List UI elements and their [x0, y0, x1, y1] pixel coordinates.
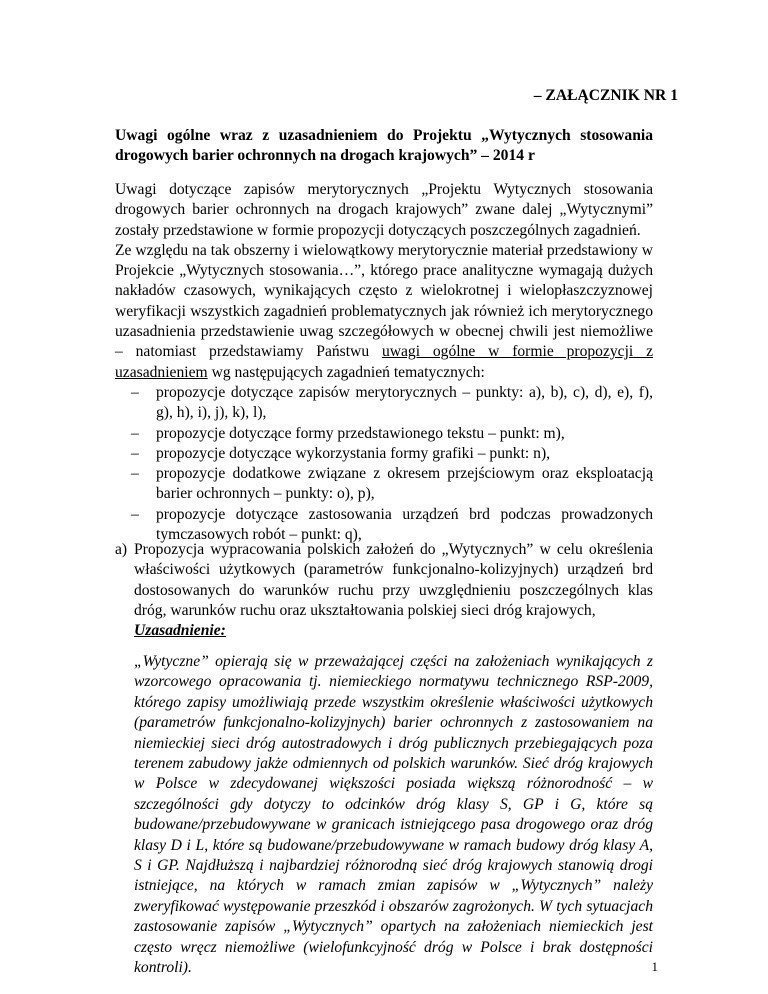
intro-paragraph-1: Uwagi dotyczące zapisów merytorycznych „Projektu Wytycznych stosowania drogowych barier ochronnych na drogach krajowych” zwane dalej „Wytycznymi” zostały przedstawione w formie propozycji dotyczących poszczególnych zagadnień.: [115, 181, 653, 239]
point-a-marker: a): [115, 541, 128, 558]
intro-paragraph-2-text: Ze względu na tak obszerny i wielowątkowy merytorycznie materiał przedstawiony w Projekcie „Wytycznych stosowania…”, którego prace analityczne wymagają dużych nakładów czasowych, wynikających często z wielokrotnej i wielopłaszczyznowej weryfikacji wszystkich zagadnień problematycznych jak również ich merytorycznego uzasadnienia przedstawienie uwag szczegółowych w obecnej chwili jest niemożliwe – natomiast przedstawiamy Państwu: [115, 241, 653, 361]
list-item: – propozycje dotyczące zapisów merytorycznych – punkty: a), b), c), d), e), f), g), h), i), j), k), l),: [131, 383, 653, 424]
justification-text: „Wytyczne” opierają się w przeważającej części na założeniach wynikających z wzorcowego opracowania tj. niemieckiego normatywu technicznego RSP-2009, którego zapisy umożliwiają przede wszystkim określenie właściwości użytkowych (parametrów funkcjonalno-kolizyjnych) barier ochronnych z zastosowaniem na niemieckiej sieci dróg autostradowych i dróg publicznych przebiegających poza terenem zabudowy jakże odmiennych od polskich warunków. Sieć dróg krajowych w Polsce w zdecydowanej większości posiada większą różnorodność – w szczególności gdy dotyczy to odcinków dróg klasy S, GP i G, które są budowane/przebudowywane w granicach istniejącego pasa drogowego oraz dróg klasy D i L, które są budowane/przebudowywane w ramach budowy dróg klasy A, S i GP. Najdłuższą i najbardziej różnorodną sieć dróg krajowych stanowią drogi istniejące, na których w ramach zmian zapisów w „Wytycznych” należy zweryfikować występowanie przeszkód i obszarów zagrożonych. W tych sytuacjach zastosowanie zapisów „Wytycznych” opartych na założeniach niemieckich jest często wręcz niemożliwe (wielofunkcyjność dróg w Polsce i brak dostępności kontroli).: [134, 653, 653, 977]
point-a: [115, 540, 653, 621]
topics-list: [115, 383, 653, 545]
list-item: – propozycje dotyczące wykorzystania formy grafiki – punkt: n),: [131, 444, 653, 464]
list-item: – propozycje dodatkowe związane z okresem przejściowym oraz eksploatacją barier ochronnych – punkty: o), p),: [131, 464, 653, 505]
document-title: Uwagi ogólne wraz z uzasadnieniem do Projektu „Wytycznych stosowania drogowych barier ochronnych na drogach krajowych” – 2014 r: [115, 127, 653, 165]
point-a-text: Propozycja wypracowania polskich założeń do „Wytycznych” w celu określenia właściwości użytkowych (parametrów funkcjonalno-kolizyjnych) urządzeń brd dostosowanych do warunków ruchu przy uwzględnieniu poszczególnych klas dróg, warunków ruchu oraz ukształtowania polskiej sieci dróg krajowych,: [134, 541, 653, 619]
intro-paragraph-2-underlined: uwagi ogólne w formie propozycji z uzasadnieniem: [115, 343, 653, 381]
list-item: – propozycje dotyczące zastosowania urządzeń brd podczas prowadzonych tymczasowych robót – punkt: q),: [131, 505, 653, 546]
intro-section: [115, 180, 653, 545]
list-item: – propozycje dotyczące formy przedstawionego tekstu – punkt: m),: [131, 424, 653, 444]
intro-paragraph-2-tail: wg następujących zagadnień tematycznych:: [207, 363, 485, 381]
annex-label: – ZAŁĄCZNIK NR 1: [533, 87, 678, 104]
page-number: 1: [651, 959, 658, 974]
justification-heading: Uzasadnienie:: [134, 622, 226, 639]
intro-paragraph-2: [115, 241, 653, 383]
